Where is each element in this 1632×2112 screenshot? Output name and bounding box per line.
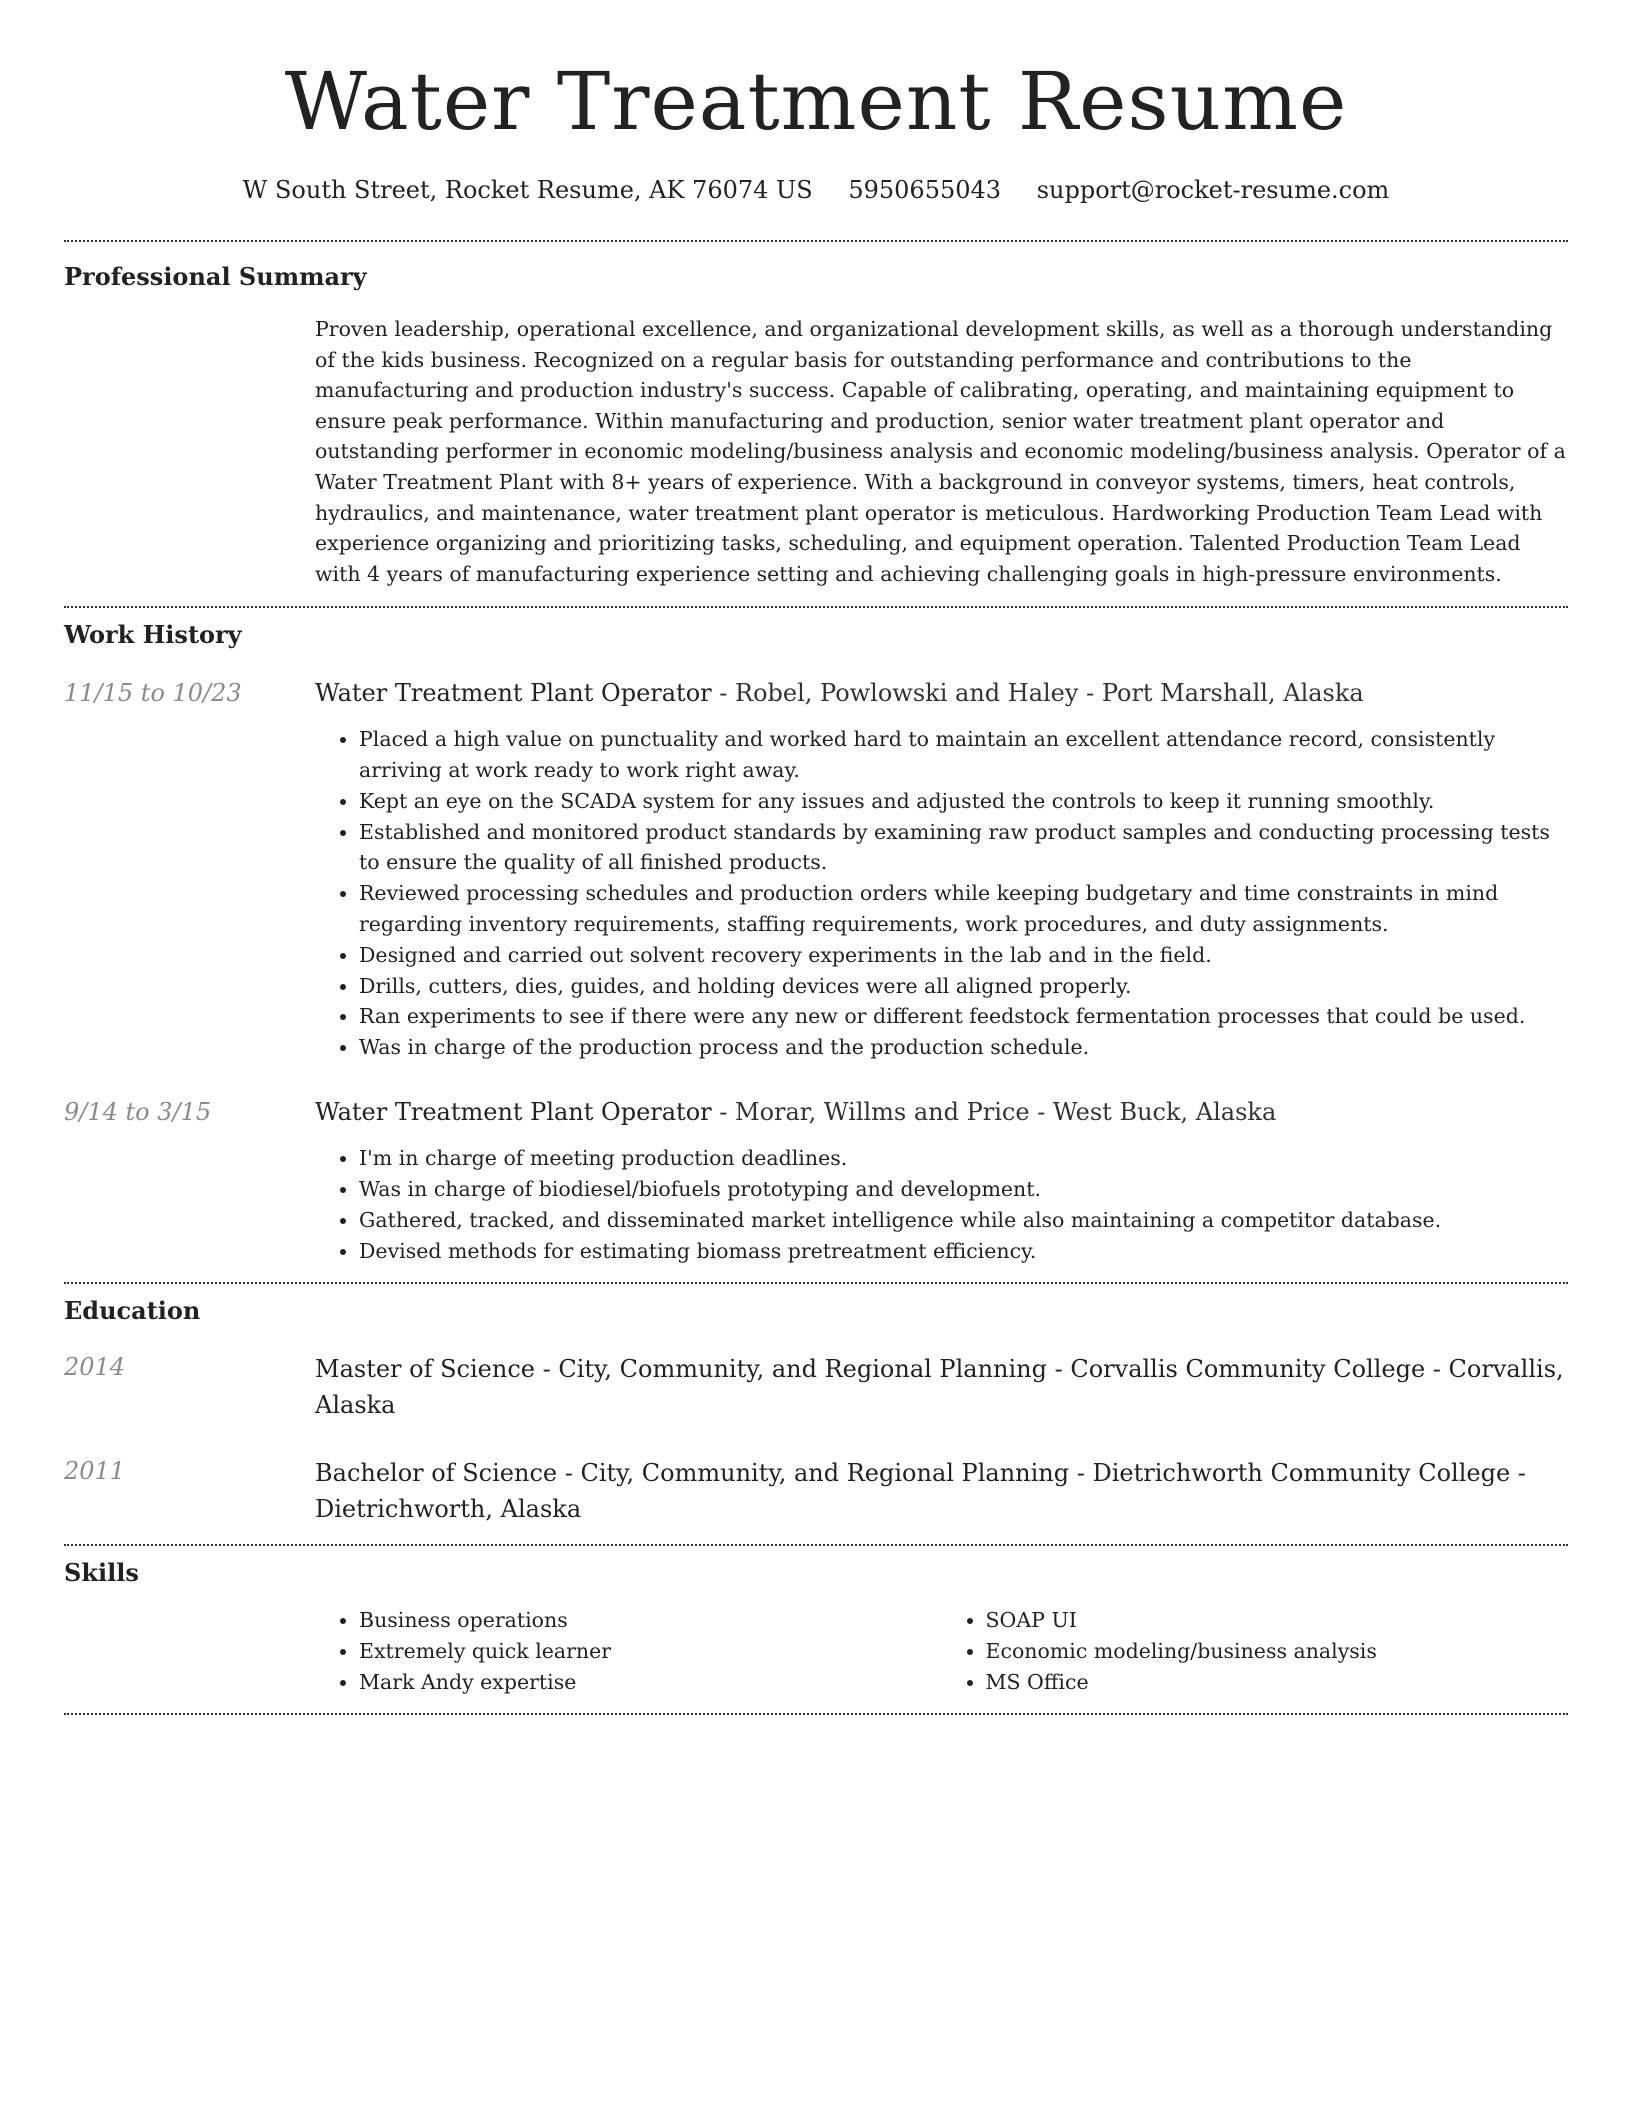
list-item: • Was in charge of biodiesel/biofuels prototyping and development. xyxy=(359,1174,1568,1205)
contact-line xyxy=(64,174,1568,206)
job-duties xyxy=(315,724,1568,1063)
education-school: - Dietrichworth Community College - Dietrichworth, Alaska xyxy=(315,1459,1526,1524)
summary-spacer xyxy=(64,314,315,589)
list-item: • Kept an eye on the SCADA system for any issues and adjusted the controls to keep it running smoothly. xyxy=(359,786,1568,817)
contact-address: W South Street, Rocket Resume, AK 76074 US xyxy=(242,176,813,204)
education-heading xyxy=(315,1455,1568,1527)
skills-section xyxy=(64,1546,1568,1697)
job-dates: 11/15 to 10/23 xyxy=(64,679,242,708)
job-entry xyxy=(64,677,1568,1063)
education-entry xyxy=(64,1351,1568,1423)
contact-email: support@rocket-resume.com xyxy=(1036,176,1390,204)
job-role: Water Treatment Plant Operator xyxy=(315,1097,712,1126)
section-title-education: Education xyxy=(64,1296,201,1326)
list-item: • Ran experiments to see if there were any new or different feedstock fermentation processes that could be used. xyxy=(359,1001,1568,1032)
list-item: • Designed and carried out solvent recovery experiments in the lab and in the field. xyxy=(359,940,1568,971)
education-degree: Bachelor of Science - City, Community, and Regional Planning xyxy=(315,1459,1070,1488)
list-item: • Gathered, tracked, and disseminated market intelligence while also maintaining a competitor database. xyxy=(359,1205,1568,1236)
contact-phone: 5950655043 xyxy=(848,176,1002,204)
job-employer: - Morar, Willms and Price - West Buck, Alaska xyxy=(711,1097,1277,1126)
job-duties xyxy=(315,1143,1568,1266)
education-school: - Corvallis Community College - Corvallis, Alaska xyxy=(315,1355,1564,1420)
list-item: • I'm in charge of meeting production deadlines. xyxy=(359,1143,1568,1174)
skill-item: • Extremely quick learner xyxy=(359,1636,942,1667)
job-role: Water Treatment Plant Operator xyxy=(315,679,712,708)
skill-item: • SOAP UI xyxy=(986,1605,1569,1636)
summary-section xyxy=(64,242,1568,589)
section-title-skills: Skills xyxy=(64,1558,139,1588)
skills-list-left xyxy=(315,1605,942,1697)
list-item: • Was in charge of the production process and the production schedule. xyxy=(359,1032,1568,1063)
education-entry xyxy=(64,1455,1568,1527)
resume-title: Water Treatment Resume xyxy=(284,55,1348,148)
list-item: • Devised methods for estimating biomass pretreatment efficiency. xyxy=(359,1236,1568,1267)
job-employer: - Robel, Powlowski and Haley - Port Marshall, Alaska xyxy=(711,679,1364,708)
skills-spacer xyxy=(64,1605,315,1697)
list-item: • Drills, cutters, dies, guides, and holding devices were all aligned properly. xyxy=(359,971,1568,1002)
list-item: • Established and monitored product standards by examining raw product samples and conducting processing tests to ensure the quality of all finished products. xyxy=(359,817,1568,878)
work-section xyxy=(64,608,1568,1266)
skill-item: • MS Office xyxy=(986,1667,1569,1698)
divider xyxy=(64,1713,1568,1715)
education-heading xyxy=(315,1351,1568,1423)
job-entry xyxy=(64,1096,1568,1266)
skill-item: • Mark Andy expertise xyxy=(359,1667,942,1698)
job-dates: 9/14 to 3/15 xyxy=(64,1097,212,1126)
section-title-summary: Professional Summary xyxy=(64,262,367,291)
job-heading xyxy=(315,677,1568,709)
job-heading xyxy=(315,1096,1568,1128)
education-section xyxy=(64,1284,1568,1527)
list-item: • Placed a high value on punctuality and worked hard to maintain an excellent attendance record, consistently arriving at work ready to work right away. xyxy=(359,724,1568,785)
skill-item: • Business operations xyxy=(359,1605,942,1636)
skill-item: • Economic modeling/business analysis xyxy=(986,1636,1569,1667)
skills-list-right xyxy=(942,1605,1569,1697)
education-year: 2014 xyxy=(64,1353,126,1382)
resume-header xyxy=(64,0,1568,206)
list-item: • Reviewed processing schedules and production orders while keeping budgetary and time constraints in mind regarding inventory requirements, staffing requirements, work procedures, and duty assignments. xyxy=(359,878,1568,939)
summary-text: Proven leadership, operational excellence, and organizational development skills, as well as a thorough understanding of the kids business. Recognized on a regular basis for outstanding performance and contributions to the manufacturing and production industry's success. Capable of calibrating, operating, and maintaining equipment to ensure peak performance. Within manufacturing and production, senior water treatment plant operator and outstanding performer in economic modeling/business analysis and economic modeling/business analysis. Operator of a Water Treatment Plant with 8+ years of experience. With a background in conveyor systems, timers, heat controls, hydraulics, and maintenance, water treatment plant operator is meticulous. Hardworking Production Team Lead with experience organizing and prioritizing tasks, scheduling, and equipment operation. Talented Production Team Lead with 4 years of manufacturing experience setting and achieving challenging goals in high-pressure environments. xyxy=(315,317,1566,586)
education-year: 2011 xyxy=(64,1457,126,1486)
education-degree: Master of Science - City, Community, and Regional Planning xyxy=(315,1355,1047,1384)
section-title-work: Work History xyxy=(64,620,242,650)
